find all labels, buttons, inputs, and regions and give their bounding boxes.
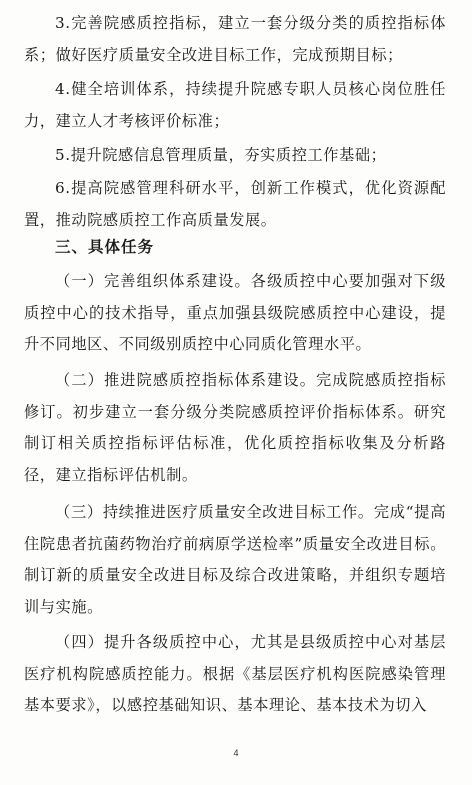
- paragraph-task-2: （二）推进院感质控指标体系建设。完成院感质控指标修订。初步建立一套分级分类院感质控评价指标体系。研究制订相关质控指标评估标准，优化质控指标收集及分析路径，建立指标评估机制。: [24, 371, 446, 484]
- paragraph-task-1: （一）完善组织体系建设。各级质控中心要加强对下级质控中心的技术指导，重点加强县级院感质控中心建设，提升不同地区、不同级别质控中心同质化管理水平。: [24, 272, 446, 354]
- paragraph-item-3: 3.完善院感质控指标，建立一套分级分类的质控指标体系；做好医疗质量安全改进目标工作，完成预期目标；: [24, 14, 446, 64]
- paragraph-task-3: （三）持续推进医疗质量安全改进目标工作。完成“提高住院患者抗菌药物治疗前病原学送检率”质量安全改进目标。制订新的质量安全改进目标及综合改进策略，并组织专题培训与实施。: [24, 503, 446, 616]
- section-heading: 三、具体任务: [55, 238, 155, 256]
- paragraph-item-4: 4.健全培训体系，持续提升院感专职人员核心岗位胜任力，建立人才考核评价标准；: [24, 80, 446, 130]
- paragraph-item-6: 6.提高院感管理科研水平，创新工作模式，优化资源配置，推动院感质控工作高质量发展。: [24, 179, 446, 229]
- paragraph-task-4: （四）提升各级质控中心，尤其是县级质控中心对基层医疗机构院感质控能力。根据《基层医疗机构医院感染管理基本要求》，以感控基础知识、基本理论、基本技术为切入: [24, 633, 446, 715]
- page-number: 4: [233, 748, 239, 758]
- paragraph-item-5: 5.提升院感信息管理质量，夯实质控工作基础；: [55, 146, 387, 164]
